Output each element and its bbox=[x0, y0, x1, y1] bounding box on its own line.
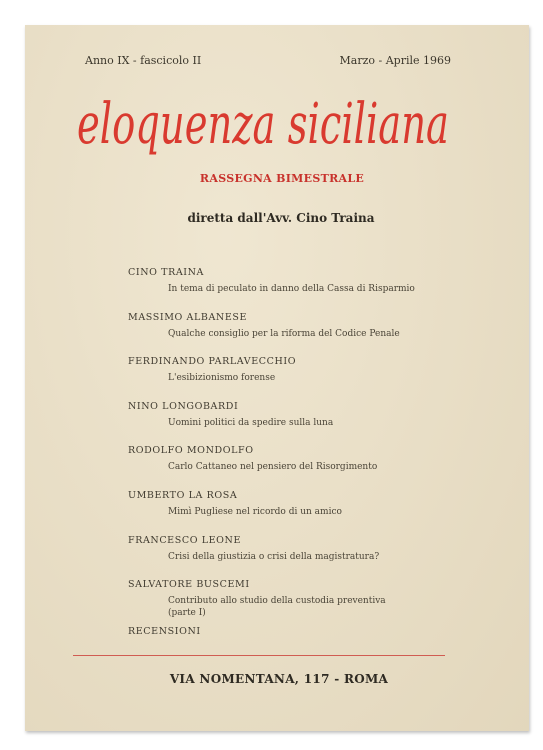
entry-author: SALVATORE BUSCEMI bbox=[128, 579, 250, 591]
contents-entry bbox=[128, 578, 508, 623]
divider-rule bbox=[73, 655, 445, 656]
entry-title: L'esibizionismo forense bbox=[168, 373, 276, 384]
entry-author: UMBERTO LA ROSA bbox=[128, 489, 238, 501]
entry-author: MASSIMO ALBANESE bbox=[128, 311, 248, 323]
contents-entry bbox=[128, 266, 508, 311]
entry-title: Uomini politici da spedire sulla luna bbox=[168, 417, 334, 428]
magazine-cover bbox=[25, 25, 529, 731]
contents-entry bbox=[128, 489, 508, 534]
table-of-contents bbox=[128, 266, 508, 623]
issue-number: Anno IX - fascicolo II bbox=[85, 54, 202, 67]
masthead-title: eloquenza siciliana bbox=[77, 92, 449, 157]
subtitle: RASSEGNA BIMESTRALE bbox=[199, 172, 365, 185]
entry-author: FERDINANDO PARLAVECCHIO bbox=[128, 356, 297, 368]
entry-title: Mimì Pugliese nel ricordo di un amico bbox=[168, 506, 342, 517]
entry-title: Crisi della giustizia o crisi della magistratura? bbox=[168, 551, 380, 562]
entry-title: In tema di peculato in danno della Cassa di Risparmio bbox=[168, 284, 415, 294]
entry-title: Qualche consiglio per la riforma del Codice Penale bbox=[168, 328, 400, 339]
entry-author: RODOLFO MONDOLFO bbox=[128, 445, 254, 457]
entry-title: Contributo allo studio della custodia preventiva bbox=[168, 596, 386, 607]
entry-author: FRANCESCO LEONE bbox=[128, 534, 241, 546]
publisher-address: VIA NOMENTANA, 117 - ROMA bbox=[169, 672, 389, 686]
entry-author: NINO LONGOBARDI bbox=[128, 400, 239, 412]
contents-entry bbox=[128, 534, 508, 579]
director-line: diretta dall'Avv. Cino Traina bbox=[187, 211, 375, 225]
contents-entry bbox=[128, 444, 508, 489]
contents-entry bbox=[128, 311, 508, 356]
entry-author: CINO TRAINA bbox=[128, 267, 205, 278]
masthead-logo bbox=[73, 81, 453, 171]
entry-title-continued: (parte I) bbox=[168, 608, 206, 619]
contents-entry bbox=[128, 355, 508, 400]
reviews-heading: RECENSIONI bbox=[128, 626, 201, 637]
issue-date: Marzo - Aprile 1969 bbox=[339, 54, 451, 67]
contents-entry bbox=[128, 400, 508, 445]
entry-title: Carlo Cattaneo nel pensiero del Risorgimento bbox=[168, 462, 378, 473]
